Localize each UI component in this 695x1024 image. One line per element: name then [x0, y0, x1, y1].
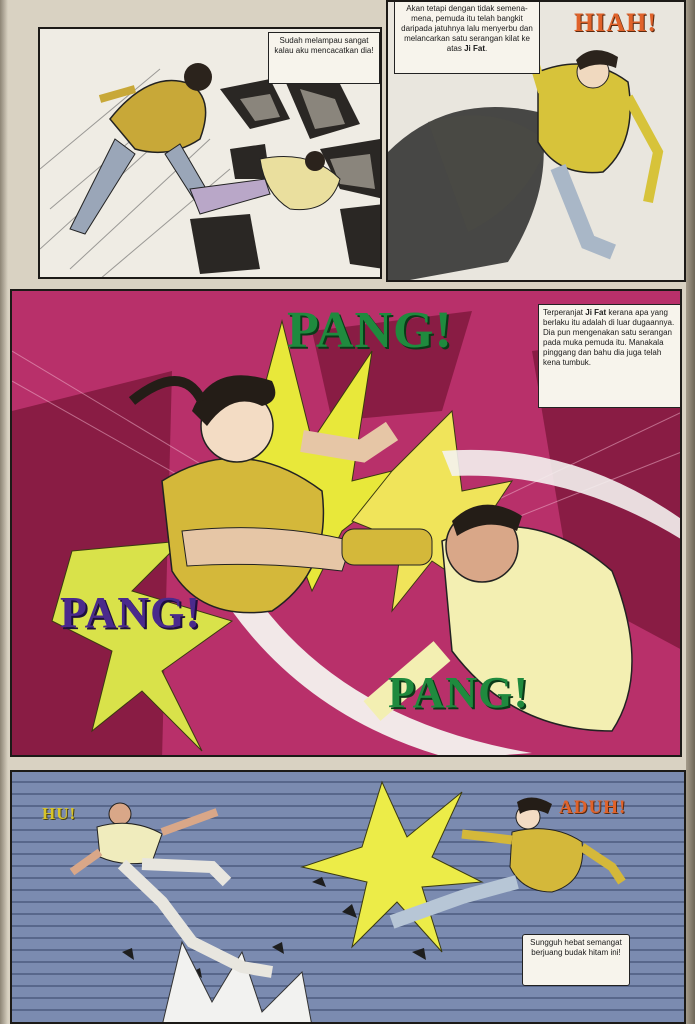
panel-2-caption [394, 0, 540, 74]
panel-3-sfx-bottom: PANG! [388, 668, 530, 717]
panel-2 [386, 0, 686, 282]
panel-3 [10, 289, 682, 757]
panel-3-sfx-top: PANG! [287, 302, 453, 359]
panel-1-caption [268, 32, 380, 84]
panel-3-caption-post: kerana apa yang berlaku itu adalah di luar dugaannya. Dia pun mengenakan satu serangan pada muka pemuda itu. Manakala pinggang dan bahu dia juga telah kena tumbuk. [543, 308, 675, 367]
panel-4-caption [522, 934, 630, 986]
panel-4-sfx-right: ADUH! [559, 797, 627, 818]
panel-3-caption [538, 304, 682, 408]
panel-1 [38, 27, 382, 279]
panel-2-caption-pre: Akan tetapi dengan tidak semena-mena, pemuda itu telah bangkit daripada jatuhnya lalu menyerbu dan melancarkan satu serangan kilat ke atas [401, 4, 533, 53]
panel-3-caption-name: Ji Fat [585, 308, 607, 317]
panel-2-caption-post: . [485, 44, 488, 53]
panel-2-sfx: HIAH! [574, 8, 657, 37]
page-binding-shadow [0, 0, 8, 1024]
panel-4-caption-text: Sungguh hebat semangat berjuang budak hitam ini! [530, 938, 622, 957]
panel-4-sfx-left: HU! [42, 804, 77, 823]
panel-4 [10, 770, 686, 1024]
panel-3-sfx-left: PANG! [60, 588, 202, 637]
page-edge-shadow [686, 0, 695, 1024]
panel-2-caption-name: Ji Fat [464, 44, 485, 53]
panel-3-caption-pre: Terperanjat [543, 308, 586, 317]
panel-1-caption-text: Sudah melampau sangat kalau aku mencacatkan dia! [274, 36, 374, 55]
